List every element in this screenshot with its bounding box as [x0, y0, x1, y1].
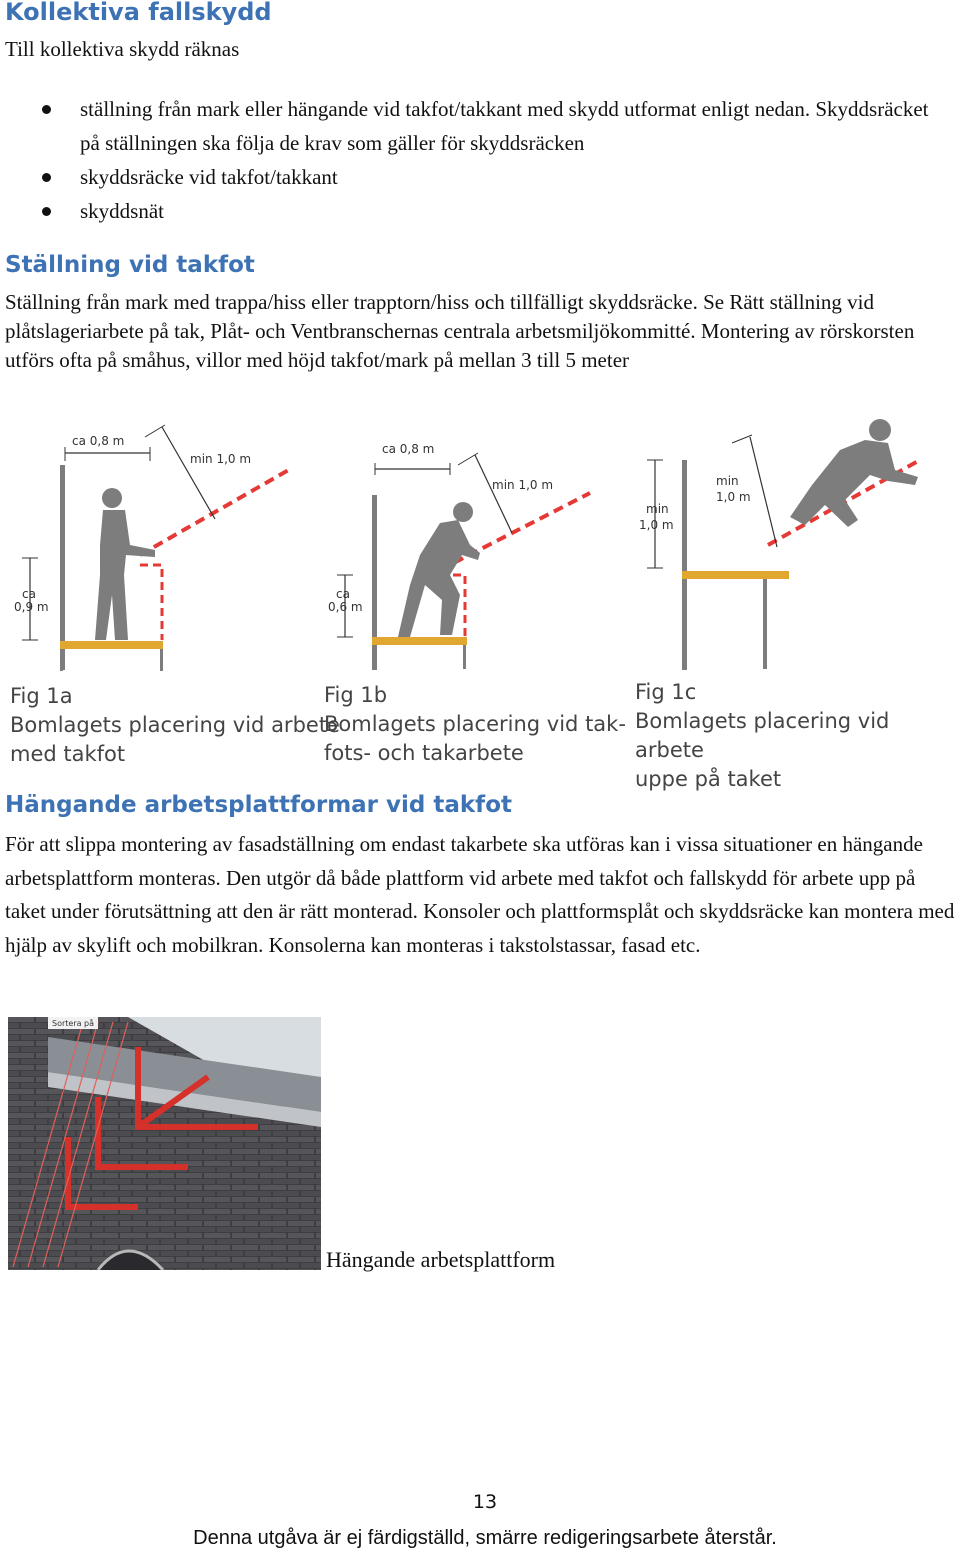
figure-1c-caption: Fig 1c Bomlagets placering vid arbete uppe på taket [635, 680, 890, 791]
list-item: skyddsräcke vid takfot/takkant [0, 160, 950, 194]
intro-text: Till kollektiva skydd räknas [5, 37, 240, 61]
bullet-icon [42, 207, 51, 216]
photo-label: Sortera på [52, 1019, 95, 1028]
fig1b-dim-rail: min 1,0 m [492, 478, 554, 492]
page-heading: Kollektiva fallskydd [5, 0, 272, 26]
figure-1b-caption: Fig 1b Bomlagets placering vid tak- fots- och takarbete [324, 683, 626, 765]
section-title-hangande: Hängande arbetsplattformar vid takfot [5, 792, 512, 818]
figure-1a-caption: Fig 1a Bomlagets placering vid arbete med takfot [10, 684, 340, 766]
fig1c-dim-min-rail: min [716, 474, 739, 488]
list-item: skyddsnät [0, 194, 950, 228]
hanging-platform-photo [8, 1017, 321, 1270]
fig1a-dim-width: ca 0,8 m [72, 434, 125, 448]
figure-1c [639, 419, 920, 670]
fig1a-dim-height: 0,9 m [14, 600, 49, 614]
fig1b-dim-ca: ca [336, 587, 350, 601]
page-footer: Denna utgåva är ej färdigställd, smärre redigeringsarbete återstår. [193, 1527, 777, 1549]
list-item: ställning från mark eller hängande vid takfot/takkant med skydd utformat enligt nedan. Skyddsräcket på ställningen ska följa de krav som gäller för skyddsräcken [0, 92, 950, 160]
bullet-list [0, 92, 950, 228]
section-text-hangande: För att slippa montering av fasadställning om endast takarbete ska utföras kan i vissa situationer en hängande arbetsplattform monteras. Den utgör då både plattform vid arbete med takfot och fallskydd för arbete upp på taket under förutsättning att den är rätt monterad. Konsoler och plattformsplåt och skyddsräcke kan montera med hjälp av skylift och mobilkran. Konsolerna kan monteras i takstolstassar, fasad etc. [5, 832, 955, 957]
section-text-stallning: Ställning från mark med trappa/hiss eller trapptorn/hiss och tillfälligt skyddsräcke. Se Rätt ställning vid plåtslageriarbete på tak, Plåt- och Ventbranschernas centrala arbetsmiljökommitté. Montering av rörskorsten utförs ofta på småhus, villor med höjd takfot/mark på mellan 3 till 5 meter [5, 290, 915, 372]
figure-1a [14, 425, 292, 671]
fig1a-dim-rail: min 1,0 m [190, 452, 252, 466]
hanging-platform-illustration [8, 1017, 321, 1270]
bullet-icon [42, 105, 51, 114]
figure-group [0, 405, 960, 791]
bullet-icon [42, 173, 51, 182]
figure-1b [328, 442, 590, 670]
fig1c-dim-height-left: 1,0 m [639, 518, 674, 532]
fig1a-dim-ca: ca [22, 587, 36, 601]
page-number: 13 [472, 1491, 498, 1513]
fig1c-dim-height-rail: 1,0 m [716, 490, 751, 504]
section-title-stallning: Ställning vid takfot [5, 252, 255, 278]
fig1b-dim-height: 0,6 m [328, 600, 363, 614]
fig1c-dim-min-left: min [646, 502, 669, 516]
photo-caption: Hängande arbetsplattform [326, 1247, 556, 1272]
fig1b-dim-width: ca 0,8 m [382, 442, 435, 456]
